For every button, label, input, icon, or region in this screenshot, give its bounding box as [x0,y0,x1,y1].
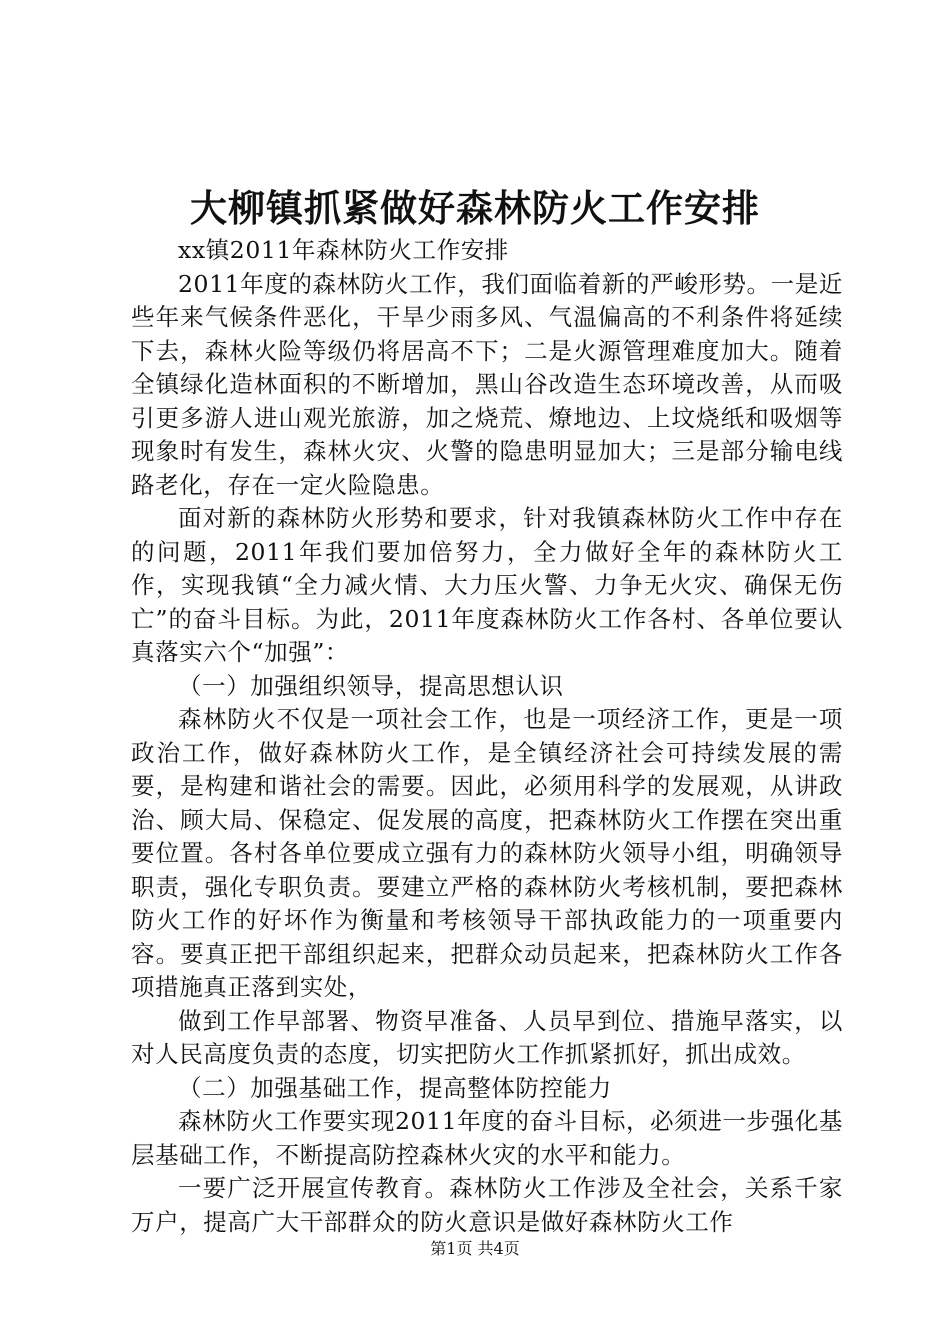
section-heading: （二）加强基础工作，提高整体防控能力 [178,1073,612,1102]
body-paragraph: 一要广泛开展宣传教育。森林防火工作涉及全社会，关系千家万户，提高广大干部群众的防火意识是做好森林防火工作 [131,1174,843,1236]
body-paragraph: 森林防火不仅是一项社会工作，也是一项经济工作，更是一项政治工作，做好森林防火工作，是全镇经济社会可持续发展的需要，是构建和谐社会的需要。因此，必须用科学的发展观，从讲政治、顾大局、保稳定、促发展的高度，把森林防火工作摆在突出重要位置。各村各单位要成立强有力的森林防火领导小组，明确领导职责，强化专职负责。要建立严格的森林防火考核机制，要把森林防火工作的好坏作为衡量和考核领导干部执政能力的一项重要内容。要真正把干部组织起来，把群众动员起来，把森林防火工作各项措施真正落到实处， [131,705,843,1001]
body-paragraph: 森林防火工作要实现2011年度的奋斗目标，必须进一步强化基层基础工作，不断提高防控森林火灾的水平和能力。 [131,1107,843,1169]
body-paragraph: 面对新的森林防火形势和要求，针对我镇森林防火工作中存在的问题，2011年我们要加倍努力，全力做好全年的森林防火工作，实现我镇“全力减火情、大力压火警、力争无火灾、确保无伤亡”的奋斗目标。为此，2011年度森林防火工作各村、各单位要认真落实六个“加强”： [131,504,843,666]
body-paragraph: 2011年度的森林防火工作，我们面临着新的严峻形势。一是近些年来气候条件恶化，干旱少雨多风、气温偏高的不利条件将延续下去，森林火险等级仍将居高不下；二是火源管理难度加大。随着全镇绿化造林面积的不断增加，黑山谷改造生态环境改善，从而吸引更多游人进山观光旅游，加之烧荒、燎地边、上坟烧纸和吸烟等现象时有发生，森林火灾、火警的隐患明显加大；三是部分输电线路老化，存在一定火险隐患。 [131,269,843,499]
section-heading: （一）加强组织领导，提高思想认识 [178,671,564,700]
document-title: 大柳镇抓紧做好森林防火工作安排 [190,187,760,230]
page-number: 第1页 共4页 [430,1239,520,1258]
body-paragraph: 做到工作早部署、物资早准备、人员早到位、措施早落实，以对人民高度负责的态度，切实把防火工作抓紧抓好，抓出成效。 [131,1006,843,1068]
subtitle-paragraph: xx镇2011年森林防火工作安排 [178,236,509,264]
document-body [131,234,843,1239]
